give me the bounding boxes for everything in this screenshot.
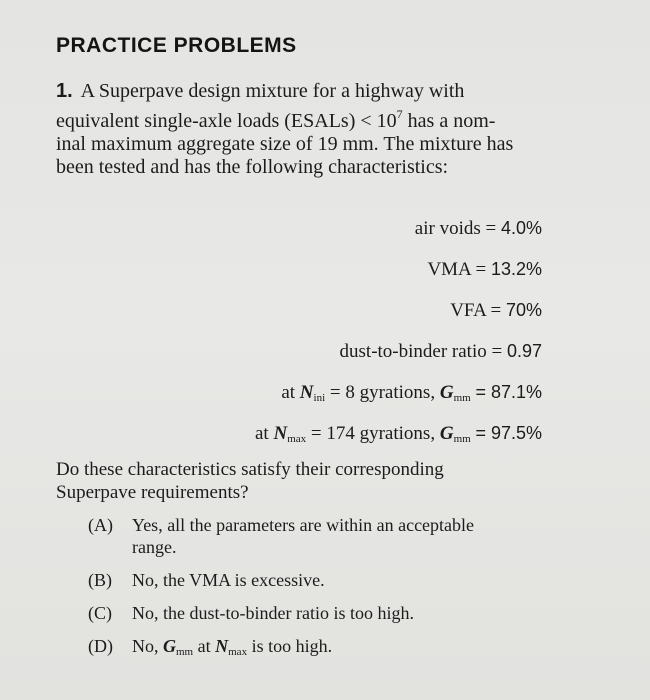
n-ini-row: at $N_{ini} = 8$ gyrations, $G_{mm} = 87.1\%$	[281, 382, 542, 404]
problem-line-1: 1. A Superpave design mixture for a highway with	[56, 80, 465, 102]
vfa-row: VFA = 70%	[450, 300, 542, 321]
problem-line-4: been tested and has the following characteristics:	[56, 156, 449, 178]
option-a: (A) Yes, all the parameters are within an acceptable range.	[88, 515, 475, 557]
problem-line-2: equivalent single-axle loads (ESALs) < $10^7$ has a nom-	[56, 107, 496, 132]
air-voids-row: air voids = 4.0%	[414, 218, 542, 239]
problem-number: 1.	[56, 80, 73, 102]
esal-exponent: 7	[396, 107, 403, 121]
section-heading: PRACTICE PROBLEMS	[56, 34, 297, 57]
vma-row: VMA = 13.2%	[427, 259, 542, 280]
question-text: Do these characteristics satisfy their corresponding Superpave requirements?	[56, 459, 444, 503]
option-d: (D) No, $G_{mm}$ at $N_{max}$ is too high.	[88, 636, 333, 658]
option-b: (B) No, the VMA is excessive.	[88, 570, 325, 590]
answer-options	[88, 514, 618, 674]
n-max-row: at $N_{max} = 174$ gyrations, $G_{mm} = 97.5\%$	[254, 423, 542, 445]
problem-line-3: inal maximum aggregate size of 19 mm. The mixture has	[56, 133, 514, 155]
characteristics-list	[42, 208, 542, 454]
option-c: (C) No, the dust-to-binder ratio is too high.	[88, 603, 414, 623]
problem-statement	[56, 80, 616, 179]
dust-ratio-row: dust-to-binder ratio = 0.97	[339, 341, 542, 362]
